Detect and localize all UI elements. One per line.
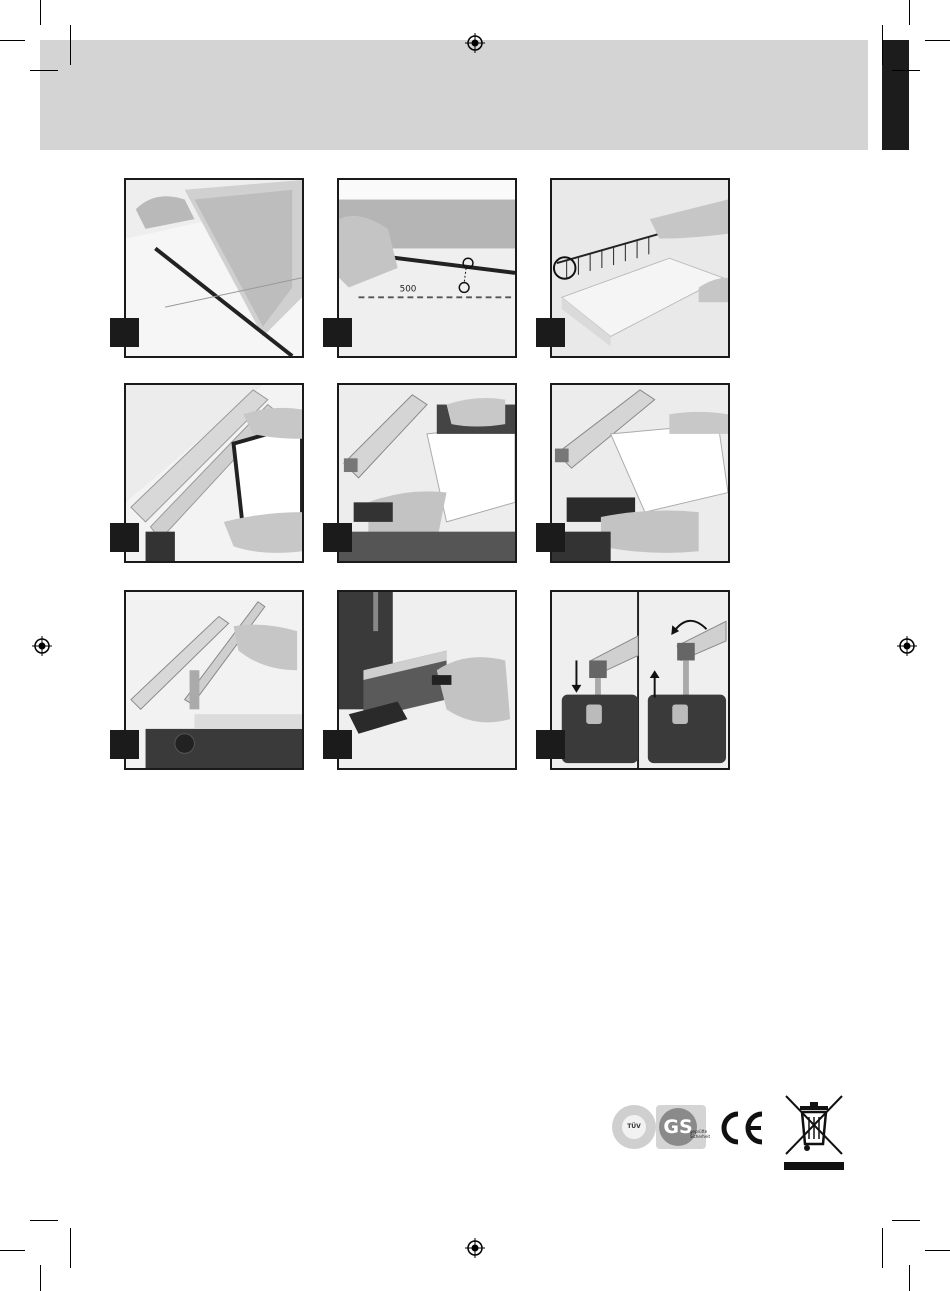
crop-mark <box>30 1220 58 1221</box>
crop-mark <box>909 0 910 25</box>
figure-panel-4 <box>124 383 304 563</box>
step-marker <box>110 318 139 347</box>
figure-panel-5 <box>337 383 517 563</box>
registration-mark-icon <box>465 1238 485 1258</box>
tuv-seal-icon <box>612 1105 656 1149</box>
crop-mark <box>0 1250 25 1251</box>
gs-label: GS <box>659 1108 697 1146</box>
figure-panel-1 <box>124 178 304 358</box>
crop-mark <box>30 70 58 71</box>
header-band <box>40 40 868 150</box>
gs-mark-icon <box>656 1105 711 1149</box>
figure-panel-3 <box>550 178 730 358</box>
figure-panel-7 <box>124 590 304 770</box>
crop-mark <box>909 1265 910 1291</box>
crossed-out-wheelie-bin-icon <box>782 1092 846 1172</box>
crop-mark <box>70 1228 71 1268</box>
ce-mark-icon <box>716 1108 766 1148</box>
crop-mark <box>40 0 41 25</box>
step-marker <box>110 523 139 552</box>
crop-mark <box>40 1265 41 1291</box>
crop-mark <box>882 1228 883 1268</box>
figure-panel-9 <box>550 590 730 770</box>
step-marker <box>323 523 352 552</box>
crop-mark <box>925 1250 950 1251</box>
language-tab <box>882 40 909 150</box>
step-marker <box>323 318 352 347</box>
crop-mark <box>892 70 920 71</box>
step-marker <box>536 730 565 759</box>
step-marker <box>110 730 139 759</box>
step-marker <box>323 730 352 759</box>
registration-mark-icon <box>465 33 485 53</box>
crop-mark <box>0 40 25 41</box>
step-marker <box>536 523 565 552</box>
svg-text:500: 500 <box>399 284 417 295</box>
figure-panel-6 <box>550 383 730 563</box>
certification-marks <box>612 1092 846 1172</box>
crop-mark <box>892 1220 920 1221</box>
crop-mark <box>882 25 883 65</box>
figure-panel-2 <box>337 178 517 358</box>
registration-mark-icon <box>32 636 52 656</box>
registration-mark-icon <box>897 636 917 656</box>
crop-mark <box>70 25 71 65</box>
figure-panel-8 <box>337 590 517 770</box>
gs-sublabel: geprüfte Sicherheit <box>690 1129 711 1139</box>
tuv-label: TÜV <box>622 1115 646 1139</box>
crop-mark <box>925 40 950 41</box>
step-marker <box>536 318 565 347</box>
